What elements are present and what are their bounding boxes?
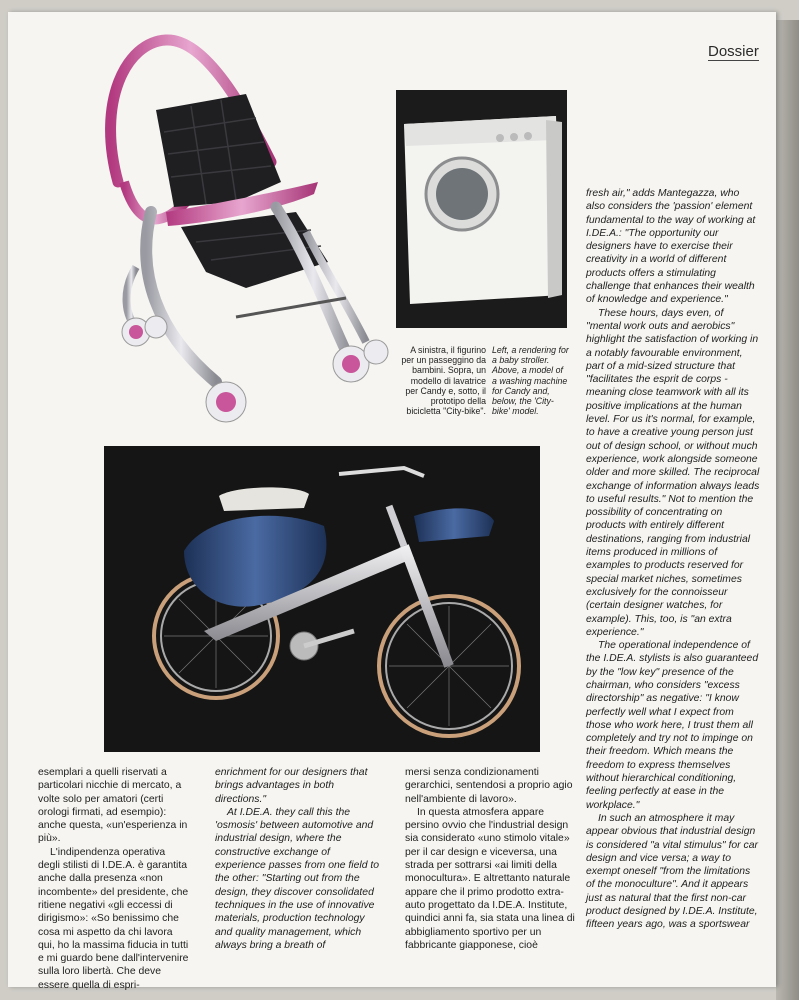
paragraph: At I.DE.A. they call this the 'osmosis' between automotive and industrial design, where the constructive exchange of experience passes from one field to the other: "Starting out from the design, they discover consolidated techniques in the use of innovative materials, production technology and quality management, which always bring a breath of: [215, 806, 380, 951]
paragraph: L'indipendenza operativa degli stilisti di I.DE.A. è garantita anche dalla presenza «non incombente» del presidente, che ritiene negativi «gli eccessi di dirigismo»: «So benissimo che cosa mi aspetto da chi lavora qui, ho la massima fiducia in tutti e mi guardo bene dall'intervenire sulla loro libertà. Che deve essere quella di espri-: [38, 846, 189, 991]
paragraph: enrichment for our designers that brings advantages in both directions.": [215, 767, 368, 805]
caption-english: Left, a rendering for a baby stroller. Above, a model of a washing machine for Candy and, below, the 'City-bike' model.: [492, 345, 569, 417]
paragraph: mersi senza condizionamenti gerarchici, sentendosi a proprio agio nell'ambiente di lavoro».: [405, 767, 573, 805]
right-column-text: [586, 187, 760, 932]
bottom-column-1: [38, 766, 190, 992]
paragraph: These hours, days even, of "mental work outs and aerobics" highlight the satisfaction of working in a notably favourable environment, part of a mid-sized structure that "facilitates the esprit de corps - meaning close teamwork with all its positive implications at the human level. For us it's normal, for example, to have a creative young person just out of design school, or without much experience, work alongside someone older and more skilled. The reciprocal exchange of information always leads to useful results." Not to mention the possibility of concentrating on products with entirely different destinations, ranging from industrial items produced in millions of examples to products reserved for special market niches, sometimes exclusively for the connoisseur (certain designer watches, for example). This, too, is "an extra experience.": [586, 307, 760, 638]
paragraph: In questa atmosfera appare persino ovvio che l'industrial design sia considerato «uno stimolo vitale» per il car design e viceversa, una strada per sottrarsi «ai limiti della monocultura». E altrettanto naturale appare che il primo prodotto extra-auto progettato da I.DE.A. Institute, quindici anni fa, sia stata una linea di abbigliamento sportivo per un fabbricante giapponese, cioè: [405, 806, 575, 951]
bottom-column-3: [405, 766, 575, 952]
magazine-page-edge: [776, 20, 799, 1000]
paragraph: The operational independence of the I.DE.A. stylists is also guaranteed by the "low key" presence of the chairman, who considers "excess directorship" as negative: "I know perfectly well what I expect from those who work here, I trust them all completely and try not to impinge on their freedom. Which means the freedom to express themselves without hierarchical conditioning, feeling perfectly at ease in the workplace.": [586, 640, 759, 811]
washing-machine-photo: [396, 90, 567, 328]
section-label: Dossier: [708, 43, 759, 60]
stroller-rendering: [96, 32, 396, 437]
city-bike-photo: [104, 446, 540, 752]
caption-italian: A sinistra, il figurino per un passeggino da bambini. Sopra, un modello di lavatrice per Candy e, sotto, il prototipo della bicicletta "City-bike".: [401, 345, 486, 417]
paragraph: fresh air," adds Mantegazza, who also considers the 'passion' element fundamental to the way of working at I.DE.A.: "The opportunity our designers have to exercise their creativity in a world of different products offers a stimulating challenge that enhances their wealth of knowledge and experience.": [586, 188, 756, 306]
bottom-column-2: [215, 766, 380, 952]
paragraph: esemplari a quelli riservati a particolari nicchie di mercato, a volte solo per amatori (certi orologi firmati, ad esempio): anche questa, «un'esperienza in più».: [38, 767, 188, 845]
paragraph: In such an atmosphere it may appear obvious that industrial design is considered "a vital stimulus" for car design and vice versa; a way to exempt oneself "from the limitations of the monoculture". And it appears just as natural that the first non-car product designed by I.DE.A. Institute, fifteen years ago, was a sportswear: [586, 812, 758, 931]
